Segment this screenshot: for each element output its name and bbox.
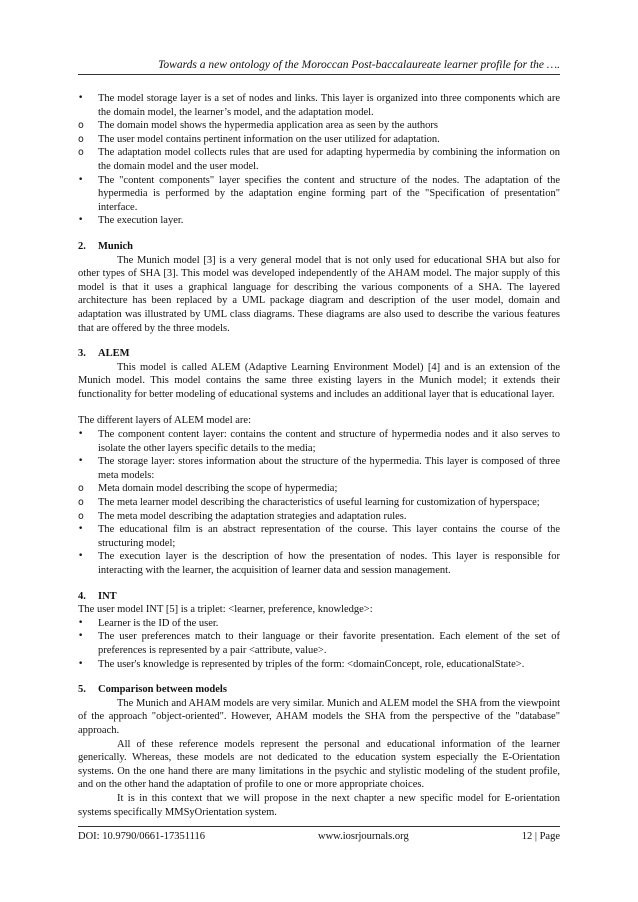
page-body: [78, 92, 560, 819]
bullet-icon: •: [78, 551, 84, 562]
list-item-text: The "content components" layer specifies the content and structure of the nodes. The adaptation of the hypermedia is performed by the adaptation engine forming part of the "Specification of presentation" interface.: [98, 174, 560, 213]
comparison-paragraph: It is in this context that we will propose in the next chapter a new specific model for E-orientation systems specifically MMSyOrientation system.: [78, 792, 560, 818]
section-number: 5.: [78, 684, 86, 696]
section-number: 3.: [78, 348, 86, 360]
list-item: [78, 119, 560, 133]
circle-bullet-icon: o: [78, 133, 84, 145]
list-item: [78, 523, 560, 550]
bullet-icon: •: [78, 658, 84, 669]
list-item-text: The meta learner model describing the characteristics of useful learning for customization of hyperspace;: [98, 497, 540, 509]
comparison-paragraph: The Munich and AHAM models are very similar. Munich and ALEM model the SHA from the viewpoint of the approach "object-oriented". However, AHAM models the SHA from the perspective of the "database" approach.: [78, 697, 560, 736]
section-heading-alem: [78, 347, 560, 361]
list-item: [78, 658, 560, 672]
int-list: [78, 617, 560, 671]
intro-list: [78, 92, 560, 228]
list-item-text: The user model contains pertinent information on the user utilized for adaptation.: [98, 133, 440, 145]
list-item-text: Meta domain model describing the scope of hypermedia;: [98, 483, 338, 495]
section-title: INT: [98, 590, 117, 602]
list-item: [78, 214, 560, 228]
circle-bullet-icon: o: [78, 483, 84, 495]
bullet-icon: •: [78, 215, 84, 226]
list-item-text: The storage layer: stores information about the structure of the hypermedia. This layer is composed of three meta models:: [98, 456, 560, 481]
section-title: Comparison between models: [98, 684, 227, 696]
list-item-text: The user's knowledge is represented by triples of the form: <domainConcept, role, educationalState>.: [98, 658, 525, 670]
list-item-text: The educational film is an abstract representation of the course. This layer contains the course of the structuring model;: [98, 524, 560, 549]
footer-site: www.iosrjournals.org: [318, 831, 409, 842]
circle-bullet-icon: o: [78, 510, 84, 522]
list-item: [78, 428, 560, 455]
section-heading-int: [78, 590, 560, 604]
section-number: 4.: [78, 590, 86, 602]
list-item-text: The model storage layer is a set of nodes and links. This layer is organized into three components which are the domain model, the learner’s model, and the adaptation model.: [98, 93, 560, 118]
list-item: [78, 617, 560, 631]
list-item: [78, 92, 560, 119]
list-item-text: The execution layer.: [98, 215, 184, 227]
list-item-text: The component content layer: contains the content and structure of hypermedia nodes and it also serves to isolate the other layers specific details to the media;: [98, 429, 560, 454]
footer-page-number: 12 | Page: [521, 831, 560, 842]
bullet-icon: •: [78, 631, 84, 642]
list-item: [78, 133, 560, 147]
int-lead: The user model INT [5] is a triplet: <learner, preference, knowledge>:: [78, 604, 373, 616]
page-footer: [78, 826, 560, 842]
list-item: [78, 146, 560, 173]
list-item: [78, 174, 560, 215]
circle-bullet-icon: o: [78, 120, 84, 132]
circle-bullet-icon: o: [78, 147, 84, 159]
list-item-text: The user preferences match to their language or their favorite presentation. Each element of the set of preferences is represented by a pair <attribute, value>.: [98, 631, 560, 656]
list-item: [78, 482, 560, 496]
footer-doi: DOI: 10.9790/0661-17351116: [78, 831, 205, 842]
list-item: [78, 630, 560, 657]
section-title: Munich: [98, 240, 134, 252]
section-heading-comparison: [78, 683, 560, 697]
list-item: [78, 496, 560, 510]
list-item-text: The adaptation model collects rules that are used for adapting hypermedia by combining the information on the domain model and the user model.: [98, 147, 560, 172]
section-number: 2.: [78, 240, 86, 252]
section-title: ALEM: [98, 348, 130, 360]
list-item: [78, 510, 560, 524]
comparison-paragraph: All of these reference models represent the personal and educational information of the learner generically. Whereas, these models are not dedicated to the education system especially the E-Orientation systems. On the one hand there are many limitations in the psychic and stylistic modeling of the student profile, and on the other hand the adaptation of profile to one or more appropriate choices.: [78, 738, 560, 791]
bullet-icon: •: [78, 429, 84, 440]
bullet-icon: •: [78, 174, 84, 185]
running-header: [78, 59, 560, 75]
alem-lead: The different layers of ALEM model are:: [78, 415, 251, 427]
list-item-text: The domain model shows the hypermedia application area as seen by the authors: [98, 120, 438, 132]
bullet-icon: •: [78, 617, 84, 628]
circle-bullet-icon: o: [78, 497, 84, 509]
bullet-icon: •: [78, 524, 84, 535]
list-item: [78, 550, 560, 577]
list-item-text: The meta model describing the adaptation strategies and adaptation rules.: [98, 510, 407, 522]
list-item: [78, 455, 560, 482]
list-item-text: The execution layer is the description of how the presentation of nodes. This layer is responsible for interacting with the learner, the acquisition of learner data and session management.: [98, 551, 560, 576]
alem-list: [78, 428, 560, 578]
running-title: Towards a new ontology of the Moroccan Post-baccalaureate learner profile for the ….: [158, 59, 560, 71]
alem-paragraph: This model is called ALEM (Adaptive Learning Environment Model) [4] and is an extension of the Munich model. This model contains the same three existing layers in the Munich model; it extends their functionality for better modeling of educational systems and includes an additional layer that is educational layer.: [78, 361, 560, 400]
bullet-icon: •: [78, 456, 84, 467]
list-item-text: Learner is the ID of the user.: [98, 617, 219, 629]
munich-paragraph: The Munich model [3] is a very general model that is not only used for educational SHA but also for other types of SHA [3]. This model was developed independently of the AHAM model. The major supply of this model is that it uses a graphical language for describing the various components of a SHA. The layered architecture has been replaced by a UML package diagram and description of the user model, domain and adaptation was illustrated by UML class diagrams. These diagrams are also used to describe the various features that are offered by the three models.: [78, 254, 560, 334]
bullet-icon: •: [78, 93, 84, 103]
section-heading-munich: [78, 240, 560, 254]
